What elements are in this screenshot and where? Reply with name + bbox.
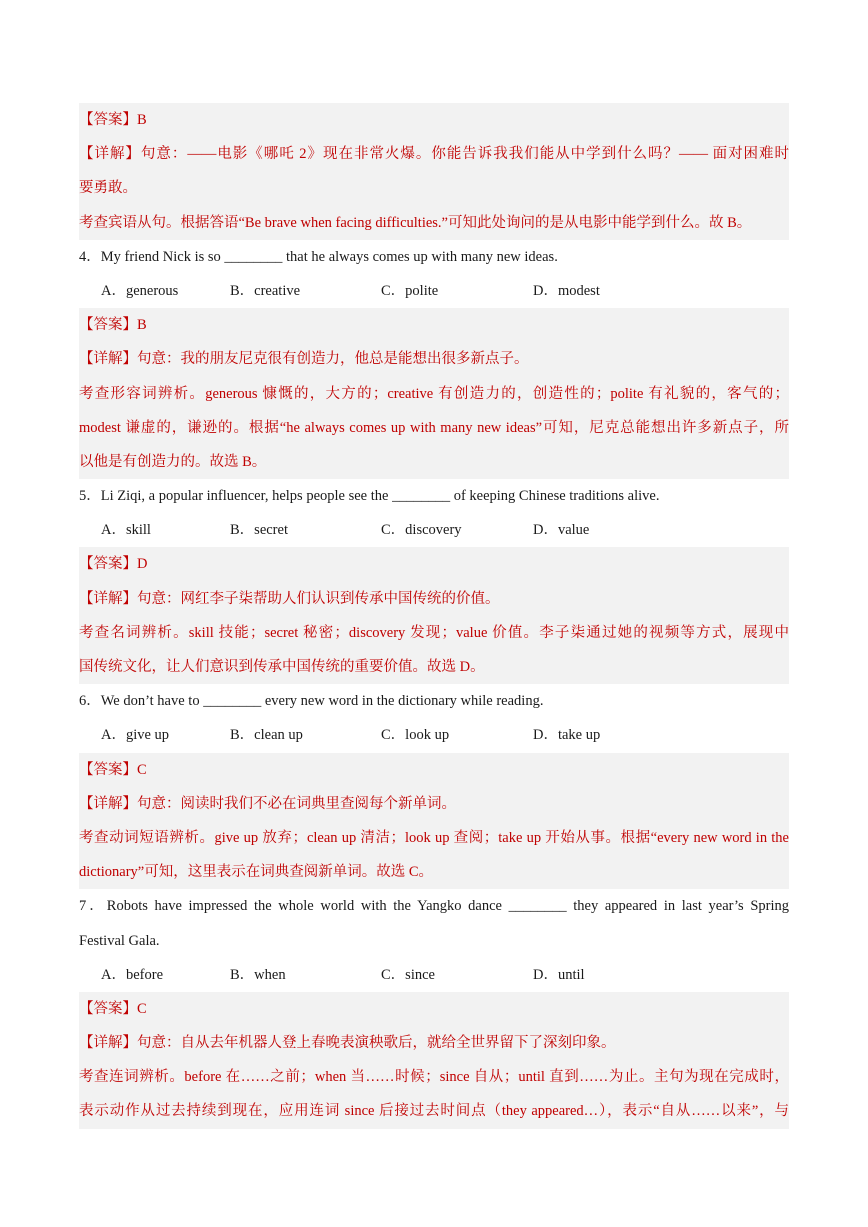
option-a: A．give up bbox=[101, 727, 170, 744]
option-c: C．since bbox=[381, 966, 435, 983]
explanation-line: 考查形容词辨析。generous 慷慨的，大方的；creative 有创造力的，创造性的；polite 有礼貌的，客气的； bbox=[79, 385, 789, 402]
option-c: C．look up bbox=[381, 727, 450, 744]
explanation-line: 考查名词辨析。skill 技能；secret 秘密；discovery 发现；value 价值。李子柒通过她的视频等方式，展现中 bbox=[79, 624, 789, 641]
detail-line: 【详解】句意：我的朋友尼克很有创造力，他总是能想出很多新点子。 bbox=[79, 351, 529, 368]
options-row bbox=[79, 513, 789, 547]
answer-line: 【答案】B bbox=[79, 112, 147, 128]
question-stem: 6．We don’t have to ________ every new word in the dictionary while reading. bbox=[79, 693, 544, 710]
question-stem: Festival Gala. bbox=[79, 932, 160, 949]
option-d: D．modest bbox=[533, 282, 600, 299]
detail-line: 【详解】句意：——电影《哪吒 2》现在非常火爆。你能告诉我我们能从中学到什么吗？—— 面对困难时 bbox=[79, 146, 789, 163]
option-a: A．generous bbox=[101, 282, 179, 299]
explanation-line: 考查动词短语辨析。give up 放弃；clean up 清洁；look up 查阅；take up 开始从事。根据“every new word in the bbox=[79, 829, 789, 846]
option-c: C．polite bbox=[381, 282, 439, 299]
answer-line: 【答案】D bbox=[79, 556, 148, 573]
answer-block-q4 bbox=[79, 308, 789, 479]
option-b: B．clean up bbox=[230, 727, 303, 744]
explanation-line: 考查连词辨析。before 在……之前；when 当……时候；since 自从；until 直到……为止。主句为现在完成时， bbox=[79, 1069, 789, 1086]
answer-block-q7 bbox=[79, 992, 789, 1129]
option-b: B．creative bbox=[230, 282, 301, 299]
options-row bbox=[79, 718, 789, 752]
explanation-line: 以他是有创造力的。故选 B。 bbox=[79, 453, 267, 470]
answer-line: 【答案】C bbox=[79, 761, 147, 778]
detail-line: 【详解】句意：自从去年机器人登上春晚表演秧歌后，就给全世界留下了深刻印象。 bbox=[79, 1035, 616, 1052]
answer-block-q3 bbox=[79, 103, 789, 240]
explanation-line: modest 谦虚的，谦逊的。根据“he always comes up with many new ideas”可知，尼克总能想出许多新点子，所 bbox=[79, 419, 789, 436]
answer-block-q5 bbox=[79, 547, 789, 684]
detail-line: 【详解】句意：网红李子柒帮助人们认识到传承中国传统的价值。 bbox=[79, 590, 500, 607]
answer-line: 【答案】B bbox=[79, 317, 147, 334]
document-page bbox=[79, 103, 789, 1129]
options-row bbox=[79, 274, 789, 308]
question-stem: 5．Li Ziqi, a popular influencer, helps people see the ________ of keeping Chinese traditions alive. bbox=[79, 488, 660, 505]
explanation-line: dictionary”可知，这里表示在词典查阅新单词。故选 C。 bbox=[79, 864, 434, 881]
option-d: D．take up bbox=[533, 727, 601, 744]
option-d: D．until bbox=[533, 966, 585, 983]
option-a: A．before bbox=[101, 966, 164, 983]
explanation-line: 国传统文化，让人们意识到传承中国传统的重要价值。故选 D。 bbox=[79, 659, 485, 675]
option-b: B．when bbox=[230, 966, 286, 983]
detail-line: 【详解】句意：阅读时我们不必在词典里查阅每个新单词。 bbox=[79, 795, 456, 812]
options-row bbox=[79, 958, 789, 992]
explanation-line: 考查宾语从句。根据答语“Be brave when facing difficulties.”可知此处询问的是从电影中能学到什么。故 B。 bbox=[79, 214, 752, 231]
option-a: A．skill bbox=[101, 522, 151, 539]
question-stem: 7．Robots have impressed the whole world with the Yangko dance ________ they appeared in last year’s Spring bbox=[79, 898, 789, 915]
option-b: B．secret bbox=[230, 522, 288, 539]
question-stem: 4．My friend Nick is so ________ that he always comes up with many new ideas. bbox=[79, 248, 558, 265]
option-d: D．value bbox=[533, 522, 590, 539]
option-c: C．discovery bbox=[381, 522, 462, 539]
explanation-line: 表示动作从过去持续到现在，应用连词 since 后接过去时间点（they appeared…），表示“自从……以来”，与 bbox=[79, 1103, 789, 1120]
answer-line: 【答案】C bbox=[79, 1000, 147, 1017]
answer-block-q6 bbox=[79, 753, 789, 890]
detail-line: 要勇敢。 bbox=[79, 180, 137, 197]
